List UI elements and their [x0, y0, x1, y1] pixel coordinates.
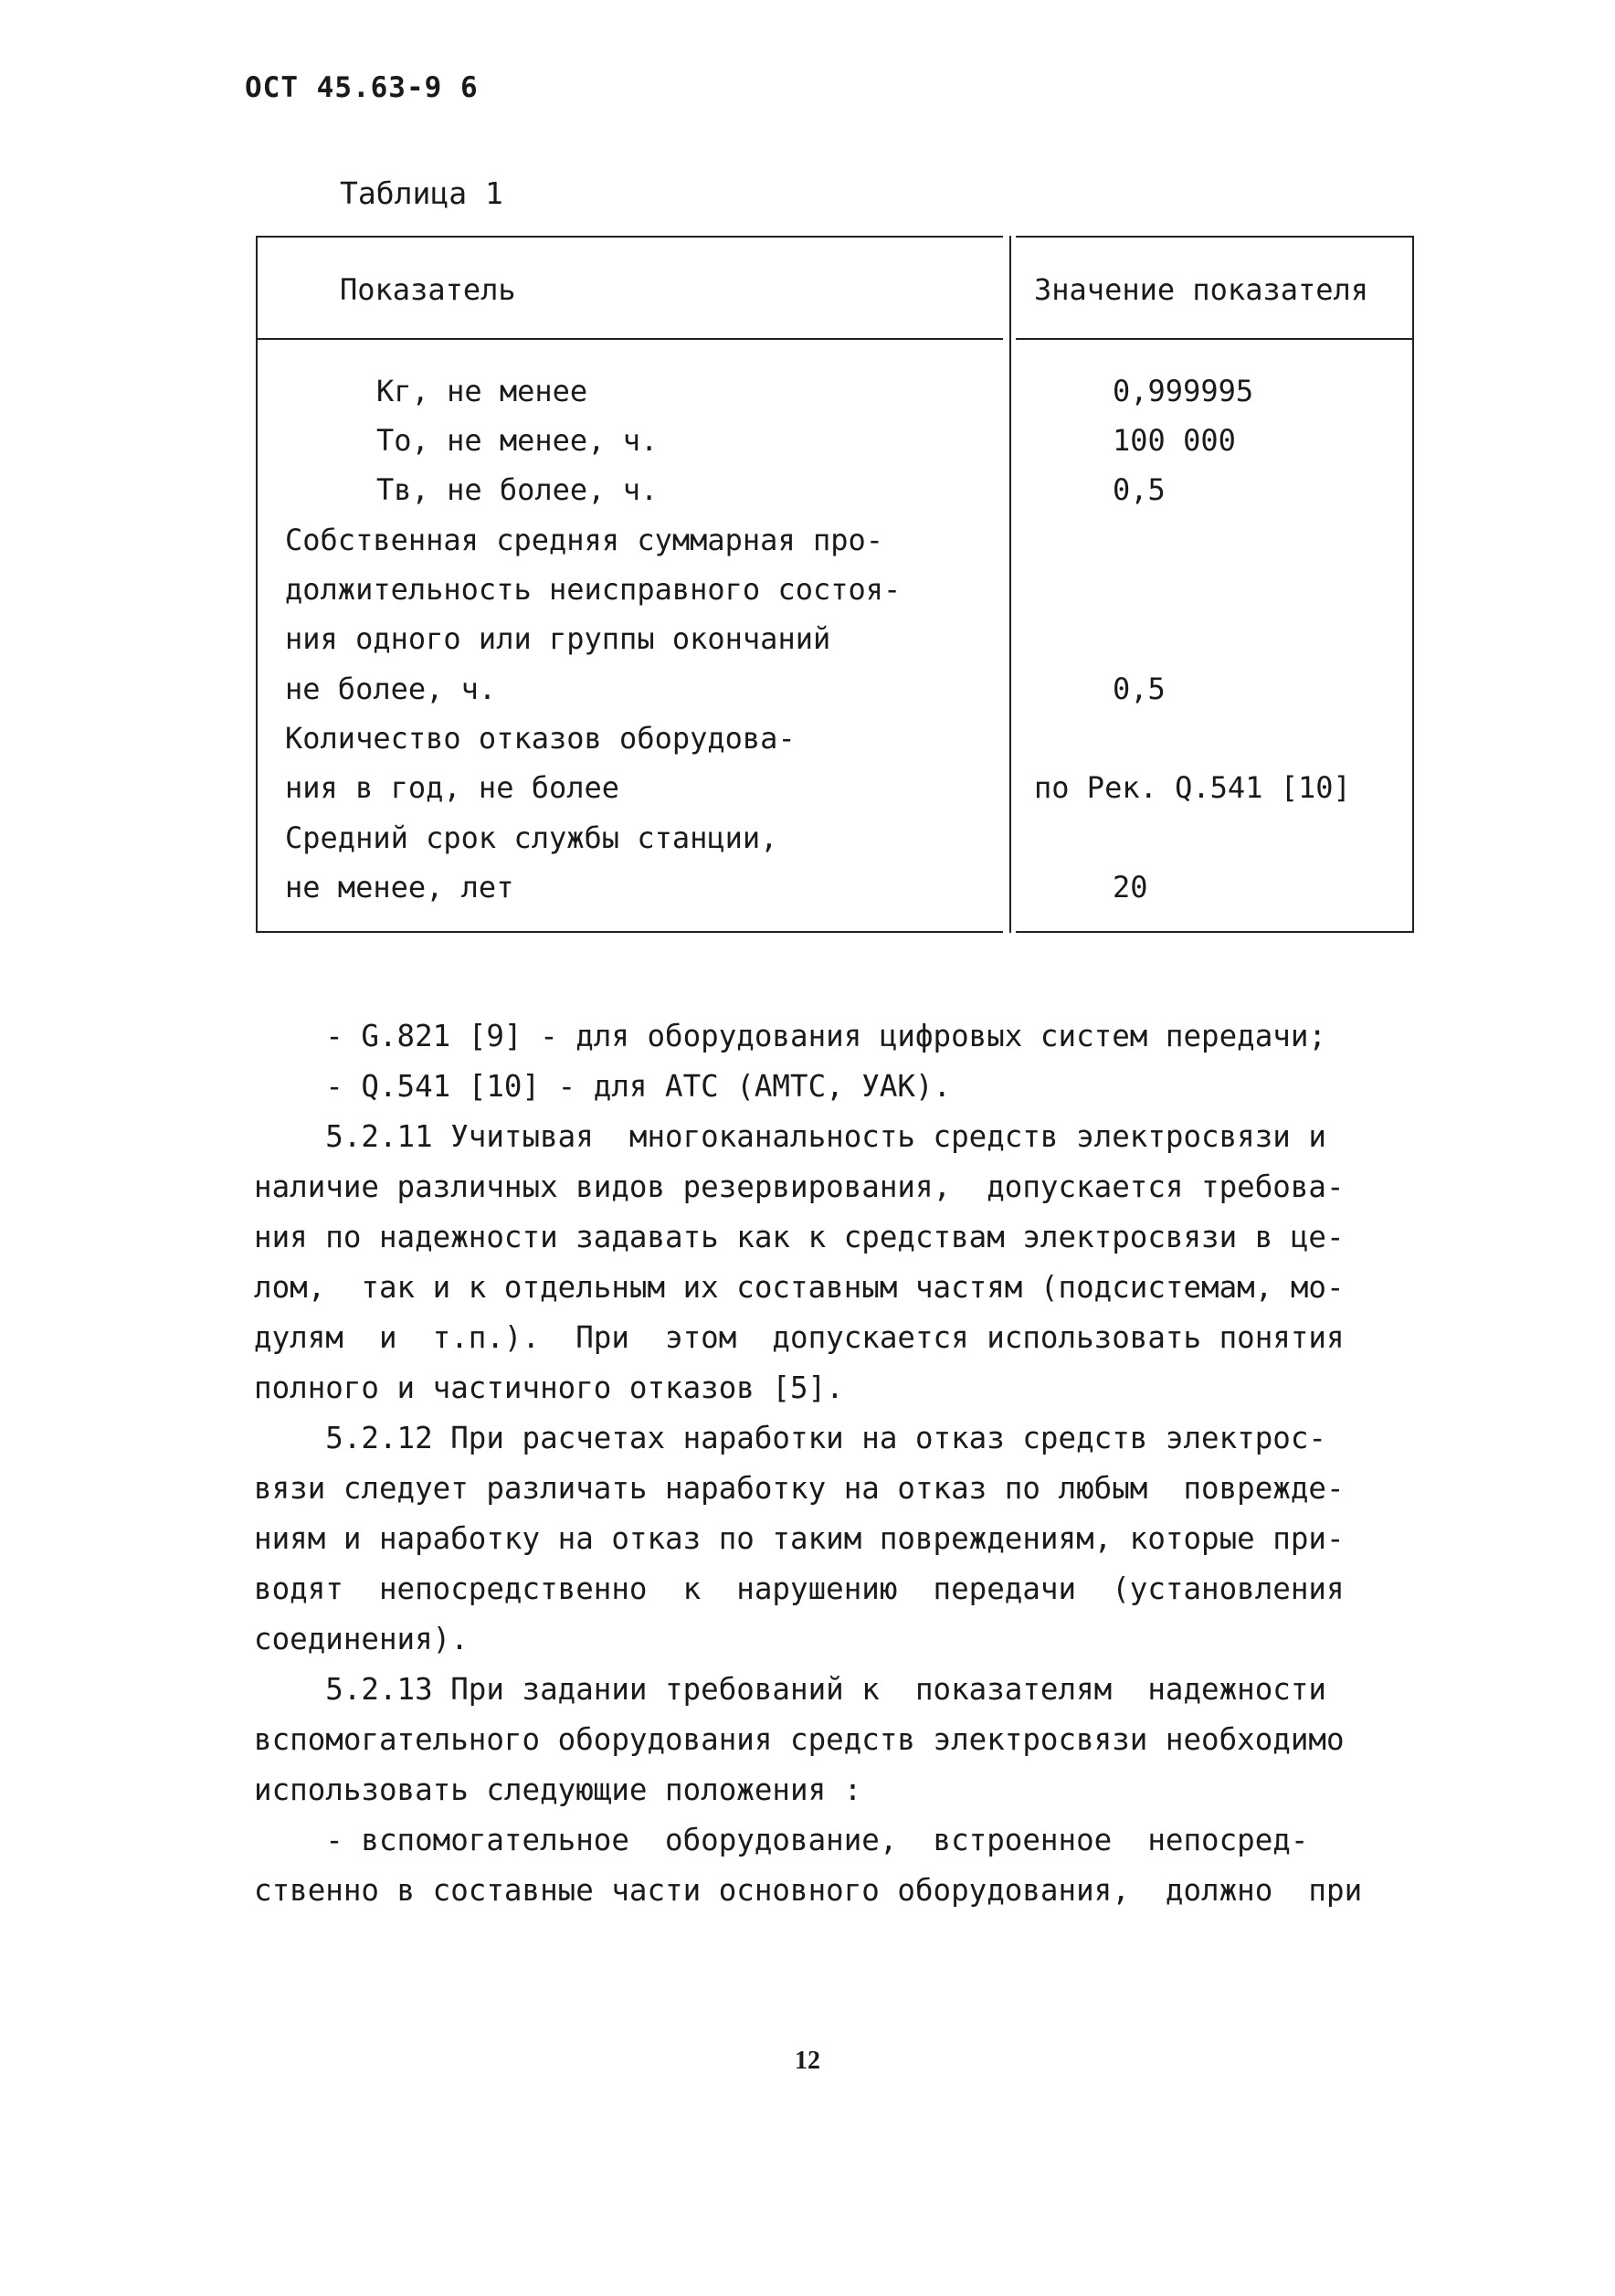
text-line: полного и частичного отказов [5]. [254, 1370, 844, 1405]
table-row-value: 100 000 [1113, 423, 1236, 458]
table-right-border [1412, 236, 1414, 933]
table-caption: Таблица 1 [340, 175, 503, 211]
text-line: - Q.541 [10] - для АТС (АМТС, УАК). [254, 1069, 952, 1104]
text-line: лом, так и к отдельным их составным частям (подсистемам, мо- [254, 1270, 1345, 1305]
table-row-label: должительность неисправного состоя- [285, 572, 902, 607]
header-divider-right [1016, 338, 1413, 340]
table-top-border-right [1016, 236, 1413, 238]
table-row-label: Кг, не менее [376, 374, 588, 408]
table-row-label: Средний срок службы станции, [285, 820, 778, 855]
table-bottom-border-right [1016, 931, 1413, 933]
table-row-label: Количество отказов оборудова- [285, 721, 796, 756]
column-header-value: Значение показателя [1034, 272, 1369, 307]
text-line: - G.821 [9] - для оборудования цифровых систем передачи; [254, 1019, 1326, 1053]
table-row-label: не менее, лет [285, 870, 514, 905]
column-divider [1009, 236, 1011, 933]
page-number: 12 [795, 2047, 820, 2075]
table-row-value: по Рек. Q.541 [10] [1034, 770, 1351, 805]
text-line: наличие различных видов резервирования, допускается требова- [254, 1169, 1345, 1204]
text-line: ственно в составные части основного оборудования, должно при [254, 1873, 1363, 1908]
text-line: использовать следующие положения : [254, 1772, 862, 1807]
text-line: водят непосредственно к нарушению передачи (установления [254, 1571, 1345, 1606]
table-row-value: 0,5 [1113, 472, 1166, 507]
table-left-border [256, 236, 258, 933]
column-header-indicator: Показатель [340, 272, 516, 307]
text-line: вязи следует различать наработку на отказ по любым поврежде- [254, 1471, 1345, 1506]
text-line: дулям и т.п.). При этом допускается использовать понятия [254, 1320, 1345, 1355]
table-row-label: Тв, не более, ч. [376, 472, 659, 507]
text-line: 5.2.11 Учитывая многоканальность средств электросвязи и [254, 1119, 1326, 1154]
text-line: ниям и наработку на отказ по таким повреждениям, которые при- [254, 1521, 1345, 1556]
table-bottom-border-left [256, 931, 1003, 933]
table-row-label: ния в год, не более [285, 770, 620, 805]
document-code: ОСТ 45.63-9 6 [245, 71, 479, 104]
header-divider-left [256, 338, 1003, 340]
table-row-value: 20 [1113, 870, 1148, 905]
table-row-value: 0,5 [1113, 672, 1166, 706]
table-top-border-left [256, 236, 1003, 238]
text-line: соединения). [254, 1622, 469, 1656]
table-row-value: 0,999995 [1113, 374, 1254, 408]
table-row-label: ния одного или группы окончаний [285, 621, 831, 656]
table-row-label: Собственная средняя суммарная про- [285, 523, 884, 557]
text-line: - вспомогательное оборудование, встроенное непосред- [254, 1823, 1309, 1857]
text-line: 5.2.13 При задании требований к показателям надежности [254, 1672, 1326, 1707]
text-line: вспомогательного оборудования средств электросвязи необходимо [254, 1722, 1345, 1757]
text-line: ния по надежности задавать как к средствам электросвязи в це- [254, 1220, 1345, 1254]
text-line: 5.2.12 При расчетах наработки на отказ средств электрос- [254, 1421, 1326, 1455]
table-row-label: То, не менее, ч. [376, 423, 659, 458]
table-row-label: не более, ч. [285, 672, 497, 706]
